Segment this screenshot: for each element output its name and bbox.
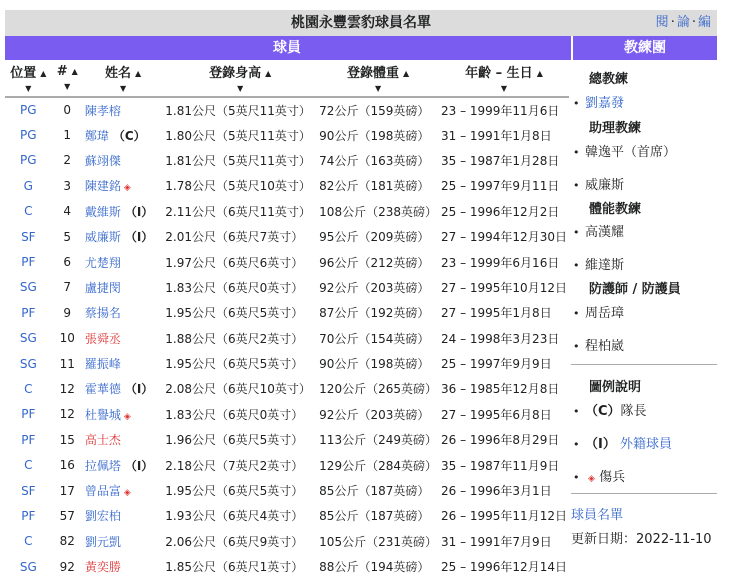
coaches-section-title: 教練團 [571, 36, 717, 60]
height-cell: 2.11公尺（6英尺11英寸） [165, 204, 311, 219]
height-cell: 1.83公尺（6英尺0英寸） [165, 407, 304, 422]
position-link[interactable]: C [24, 458, 33, 473]
player-link[interactable]: 劉宏柏 [84, 509, 121, 524]
conditioning-coach-item [573, 221, 624, 240]
name-cell [83, 224, 163, 249]
number-cell: 0 [63, 103, 72, 118]
bullet-icon: • [573, 405, 580, 418]
height-cell: 2.08公尺（6英尺10英寸） [165, 382, 311, 397]
conditioning-coach-name: 高漢耀 [585, 225, 625, 240]
roster-navbox [5, 10, 717, 575]
name-cell [83, 326, 163, 351]
captain-mark: （C） [585, 404, 621, 419]
name-cell [83, 478, 163, 503]
position-cell[interactable] [5, 122, 52, 147]
table-row [5, 351, 569, 376]
age-cell: 25 – 1996年12月2日 [440, 204, 560, 219]
sort-icon[interactable]: ▲ ▼ [375, 69, 410, 93]
sort-icon[interactable]: ▲ ▼ [237, 69, 272, 93]
height-cell: 1.80公尺（5英尺11英寸） [165, 128, 311, 143]
number-cell: 6 [63, 255, 72, 270]
view-link[interactable]: 閱 [655, 15, 669, 30]
weight-cell: 95公斤（209英磅） [319, 230, 430, 245]
table-row [5, 529, 569, 554]
player-link[interactable]: 霍華德 [84, 382, 121, 397]
weight-cell: 85公斤（187英磅） [319, 509, 430, 524]
player-link[interactable]: 威廉斯 [84, 230, 121, 245]
height-cell: 1.95公尺（6英尺5英寸） [165, 484, 304, 499]
edit-link[interactable]: 編 [697, 15, 711, 30]
position-link[interactable]: C [24, 534, 33, 549]
trainer-item [573, 302, 624, 321]
height-cell: 1.96公尺（6英尺5英寸） [165, 433, 304, 448]
age-cell: 36 – 1985年12月8日 [440, 382, 560, 397]
name-cell [83, 554, 163, 576]
position-cell[interactable] [5, 173, 52, 198]
player-link[interactable]: 蘇翊傑 [84, 153, 121, 168]
name-cell [83, 503, 163, 528]
height-cell: 1.78公尺（5英尺10英寸） [165, 179, 311, 194]
number-cell: 15 [59, 432, 75, 447]
sort-icon[interactable]: ▲ ▼ [64, 67, 78, 91]
name-cell [83, 300, 163, 325]
position-link[interactable]: SF [21, 229, 36, 244]
position-cell[interactable] [5, 97, 52, 122]
weight-cell: 82公斤（181英磅） [319, 179, 430, 194]
assistant-coach-name: 韓逸平（首席） [585, 145, 677, 160]
player-link[interactable]: 戴維斯 [84, 204, 121, 219]
weight-cell: 105公斤（231英磅） [319, 534, 437, 549]
height-cell: 1.88公尺（6英尺2英寸） [165, 331, 304, 346]
player-tag: （I） [124, 458, 154, 473]
weight-cell: 87公斤（192英磅） [319, 306, 430, 321]
age-cell: 26 – 1995年11月12日 [440, 509, 567, 524]
bullet-icon: • [573, 97, 580, 110]
weight-cell: 108公斤（238英磅） [319, 204, 437, 219]
number-cell: 16 [59, 458, 75, 473]
weight-cell: 85公斤（187英磅） [319, 484, 430, 499]
weight-cell: 129公斤（284英磅） [319, 458, 437, 473]
name-cell [83, 452, 163, 477]
number-cell: 9 [63, 305, 72, 320]
height-cell: 1.95公尺（6英尺5英寸） [165, 357, 304, 372]
roster-list-link[interactable]: 球員名單 [571, 508, 624, 523]
height-cell: 1.97公尺（6英尺6英寸） [165, 255, 304, 270]
age-cell: 27 – 1995年6月8日 [440, 407, 552, 422]
player-link[interactable]: 陳建銘 [84, 179, 121, 194]
number-cell: 82 [59, 534, 75, 549]
sort-icon[interactable]: ▲ ▼ [500, 69, 543, 93]
position-cell[interactable] [5, 224, 52, 249]
sort-icon[interactable]: ▲ ▼ [119, 69, 142, 93]
player-link[interactable]: 羅振峰 [84, 357, 121, 372]
title-bar [5, 10, 717, 36]
bullet-icon: • [573, 307, 580, 320]
roster-title: 桃園永豐雲豹球員名單 [291, 15, 431, 31]
assistant-coach-item [573, 141, 676, 160]
name-cell [83, 402, 163, 427]
age-cell: 26 – 1996年3月1日 [440, 484, 552, 499]
weight-cell: 72公斤（159英磅） [319, 103, 430, 118]
player-link[interactable]: 黃奕勝 [84, 560, 121, 575]
column-header-weight[interactable] [317, 62, 439, 97]
position-cell[interactable] [5, 376, 52, 401]
conditioning-coach-name: 維達斯 [585, 258, 625, 273]
name-cell [83, 173, 163, 198]
nav-separator: · [691, 15, 696, 30]
weight-cell: 90公斤（198英磅） [319, 128, 430, 143]
column-header-name[interactable] [83, 62, 163, 97]
bullet-icon: • [573, 226, 580, 239]
conditioning-coach-label: 體能教練 [589, 202, 642, 217]
captain-text: 隊長 [620, 404, 647, 419]
height-cell: 1.95公尺（6英尺5英寸） [165, 306, 304, 321]
age-cell: 25 – 1997年9月9日 [440, 357, 552, 372]
trainer-name: 程柏崴 [585, 339, 625, 354]
position-cell[interactable] [5, 503, 52, 528]
table-row [5, 427, 569, 452]
height-cell: 1.85公尺（6英尺1英寸） [165, 560, 304, 575]
table-row [5, 97, 569, 122]
position-link[interactable]: SG [19, 356, 37, 371]
updated-date: 更新日期：2022-11-10 [571, 532, 712, 547]
name-cell [83, 427, 163, 452]
trainer-item [573, 335, 624, 354]
player-link[interactable]: 盧捷閔 [84, 280, 121, 295]
position-cell[interactable] [5, 427, 52, 452]
table-row [5, 199, 569, 224]
conditioning-coach-item [573, 254, 624, 273]
name-cell [83, 249, 163, 274]
position-link[interactable]: G [23, 178, 33, 193]
weight-cell: 90公斤（198英磅） [319, 357, 430, 372]
trainer-name: 周岳璋 [585, 306, 625, 321]
foreign-mark: （I） [585, 437, 616, 452]
number-cell: 12 [59, 407, 75, 422]
head-coach-label: 總教練 [589, 72, 629, 87]
position-cell[interactable] [5, 452, 52, 477]
player-tag: （I） [124, 230, 154, 245]
bullet-icon: • [573, 340, 580, 353]
injury-icon: ◈ [123, 183, 131, 194]
player-tag: （C） [112, 128, 146, 143]
column-label: # [56, 64, 68, 79]
table-row [5, 173, 569, 198]
position-cell[interactable] [5, 249, 52, 274]
legend-injury [573, 466, 625, 485]
position-link[interactable]: PF [21, 255, 36, 270]
table-row [5, 402, 569, 427]
table-row [5, 452, 569, 477]
table-row [5, 275, 569, 300]
number-cell: 1 [63, 128, 72, 143]
table-row [5, 554, 569, 576]
column-label: 姓名 [104, 66, 131, 81]
position-link[interactable]: PG [20, 103, 37, 118]
player-link[interactable]: 蔡揚名 [84, 306, 121, 321]
age-cell: 35 – 1987年11月9日 [440, 458, 560, 473]
weight-cell: 120公斤（265英磅） [319, 382, 437, 397]
name-cell [83, 529, 163, 554]
talk-link[interactable]: 論 [676, 15, 690, 30]
player-link[interactable]: 杜譽城 [84, 407, 121, 422]
number-cell: 4 [63, 204, 72, 219]
number-cell: 10 [59, 331, 75, 346]
weight-cell: 96公斤（212英磅） [319, 255, 430, 270]
position-cell[interactable] [5, 300, 52, 325]
age-cell: 27 – 1994年12月30日 [440, 230, 567, 245]
age-cell: 31 – 1991年7月9日 [440, 534, 552, 549]
column-label: 登錄身高 [209, 66, 262, 81]
number-cell: 57 [59, 508, 75, 523]
position-cell[interactable] [5, 148, 52, 173]
column-label: 登錄體重 [346, 66, 399, 81]
player-link[interactable]: 曾品富 [84, 484, 121, 499]
roster-table [5, 62, 569, 576]
position-cell[interactable] [5, 402, 52, 427]
weight-cell: 92公斤（203英磅） [319, 407, 430, 422]
position-cell[interactable] [5, 326, 52, 351]
position-link[interactable]: SG [19, 331, 37, 346]
foreign-player-link[interactable]: 外籍球員 [619, 437, 672, 452]
head-coach-link[interactable]: 劉嘉發 [585, 96, 625, 111]
name-cell [83, 376, 163, 401]
position-link[interactable]: PF [21, 432, 36, 447]
injury-icon: ◈ [123, 411, 131, 422]
position-link[interactable]: PF [21, 508, 36, 523]
bullet-icon: • [573, 471, 580, 484]
position-cell[interactable] [5, 275, 52, 300]
height-cell: 2.06公尺（6英尺9英寸） [165, 534, 304, 549]
weight-cell: 92公斤（203英磅） [319, 280, 430, 295]
height-cell: 1.83公尺（6英尺0英寸） [165, 280, 304, 295]
position-link[interactable]: SG [19, 559, 37, 574]
column-header-height[interactable] [163, 62, 317, 97]
bullet-icon: • [573, 179, 580, 192]
position-link[interactable]: PF [21, 305, 36, 320]
position-cell[interactable] [5, 554, 52, 576]
table-row [5, 326, 569, 351]
player-tag: （I） [124, 204, 154, 219]
table-row [5, 122, 569, 147]
table-row [5, 300, 569, 325]
position-link[interactable]: PG [20, 128, 37, 143]
height-cell: 2.01公尺（6英尺7英寸） [165, 230, 304, 245]
column-header-age[interactable] [439, 62, 569, 97]
age-cell: 27 – 1995年1月8日 [440, 306, 552, 321]
sort-icon[interactable]: ▲ ▼ [25, 69, 47, 93]
divider [571, 364, 717, 365]
header-row [5, 62, 569, 97]
age-cell: 25 – 1996年12月14日 [440, 560, 567, 575]
player-link[interactable]: 鄭瑋 [84, 128, 109, 143]
table-row [5, 478, 569, 503]
player-link[interactable]: 尤楚翔 [84, 255, 121, 270]
position-link[interactable]: C [24, 381, 33, 396]
column-label: 年齡 – 生日 [465, 66, 533, 81]
position-link[interactable]: PF [21, 407, 36, 422]
number-cell: 3 [63, 178, 72, 193]
bullet-icon: • [573, 259, 580, 272]
table-row [5, 224, 569, 249]
roster-body [5, 97, 569, 576]
height-cell: 1.93公尺（6英尺4英寸） [165, 509, 304, 524]
weight-cell: 70公斤（154英磅） [319, 331, 430, 346]
age-cell: 31 – 1991年1月8日 [440, 128, 552, 143]
player-link[interactable]: 拉佩塔 [84, 458, 121, 473]
age-cell: 23 – 1999年6月16日 [440, 255, 560, 270]
number-cell: 5 [63, 229, 72, 244]
position-cell[interactable] [5, 529, 52, 554]
number-cell: 12 [59, 381, 75, 396]
bullet-icon: • [573, 438, 580, 451]
position-link[interactable]: PG [20, 153, 37, 168]
name-cell [83, 97, 163, 122]
position-cell[interactable] [5, 199, 52, 224]
legend-title: 圖例說明 [589, 380, 642, 395]
trainer-label: 防護師 / 防護員 [589, 282, 681, 297]
injury-icon: ◈ [588, 474, 595, 484]
injury-icon: ◈ [123, 488, 131, 499]
name-cell [83, 275, 163, 300]
assistant-coach-name: 威廉斯 [585, 178, 625, 193]
number-cell: 2 [63, 153, 72, 168]
bullet-icon: • [573, 146, 580, 159]
table-row [5, 376, 569, 401]
player-link[interactable]: 張舜丞 [84, 331, 121, 346]
weight-cell: 113公斤（249英磅） [319, 433, 437, 448]
name-cell [83, 351, 163, 376]
height-cell: 2.18公尺（7英尺2英寸） [165, 458, 304, 473]
player-link[interactable]: 陳孝榕 [84, 103, 121, 118]
name-cell [83, 122, 163, 147]
player-tag: （I） [124, 382, 154, 397]
table-row [5, 148, 569, 173]
age-cell: 24 – 1998年3月23日 [440, 331, 560, 346]
position-link[interactable]: SG [19, 280, 37, 295]
name-cell [83, 199, 163, 224]
number-cell: 7 [63, 280, 72, 295]
position-link[interactable]: SF [21, 483, 36, 498]
legend-captain [573, 400, 647, 419]
roster-link-item [571, 504, 623, 523]
position-link[interactable]: C [24, 204, 33, 219]
age-cell: 27 – 1995年10月12日 [440, 280, 567, 295]
number-cell: 11 [59, 356, 75, 371]
column-header-position[interactable] [5, 62, 52, 97]
position-cell[interactable] [5, 478, 52, 503]
height-cell: 1.81公尺（5英尺11英寸） [165, 103, 311, 118]
assistant-coach-label: 助理教練 [589, 121, 642, 136]
section-header [5, 36, 717, 60]
age-cell: 23 – 1999年11月6日 [440, 103, 560, 118]
age-cell: 25 – 1997年9月11日 [440, 179, 560, 194]
nav-separator: · [670, 15, 675, 30]
player-link[interactable]: 高士杰 [84, 433, 121, 448]
table-row [5, 503, 569, 528]
head-coach-item [573, 92, 624, 111]
injury-text: 傷兵 [599, 470, 626, 485]
height-cell: 1.81公尺（5英尺11英寸） [165, 153, 311, 168]
number-cell: 92 [59, 559, 75, 574]
number-cell: 17 [59, 483, 75, 498]
players-section-title: 球員 [273, 40, 301, 56]
age-cell: 35 – 1987年1月28日 [440, 153, 560, 168]
age-cell: 26 – 1996年8月29日 [440, 433, 560, 448]
divider [571, 493, 717, 494]
weight-cell: 88公斤（194英磅） [319, 560, 430, 575]
assistant-coach-item [573, 174, 624, 193]
column-header-number[interactable] [52, 62, 83, 97]
legend-foreign [573, 433, 672, 452]
table-row [5, 249, 569, 274]
player-link[interactable]: 劉元凱 [84, 534, 121, 549]
column-label: 位置 [10, 66, 37, 81]
navbox-links [656, 10, 711, 36]
weight-cell: 74公斤（163英磅） [319, 153, 430, 168]
name-cell [83, 148, 163, 173]
position-cell[interactable] [5, 351, 52, 376]
